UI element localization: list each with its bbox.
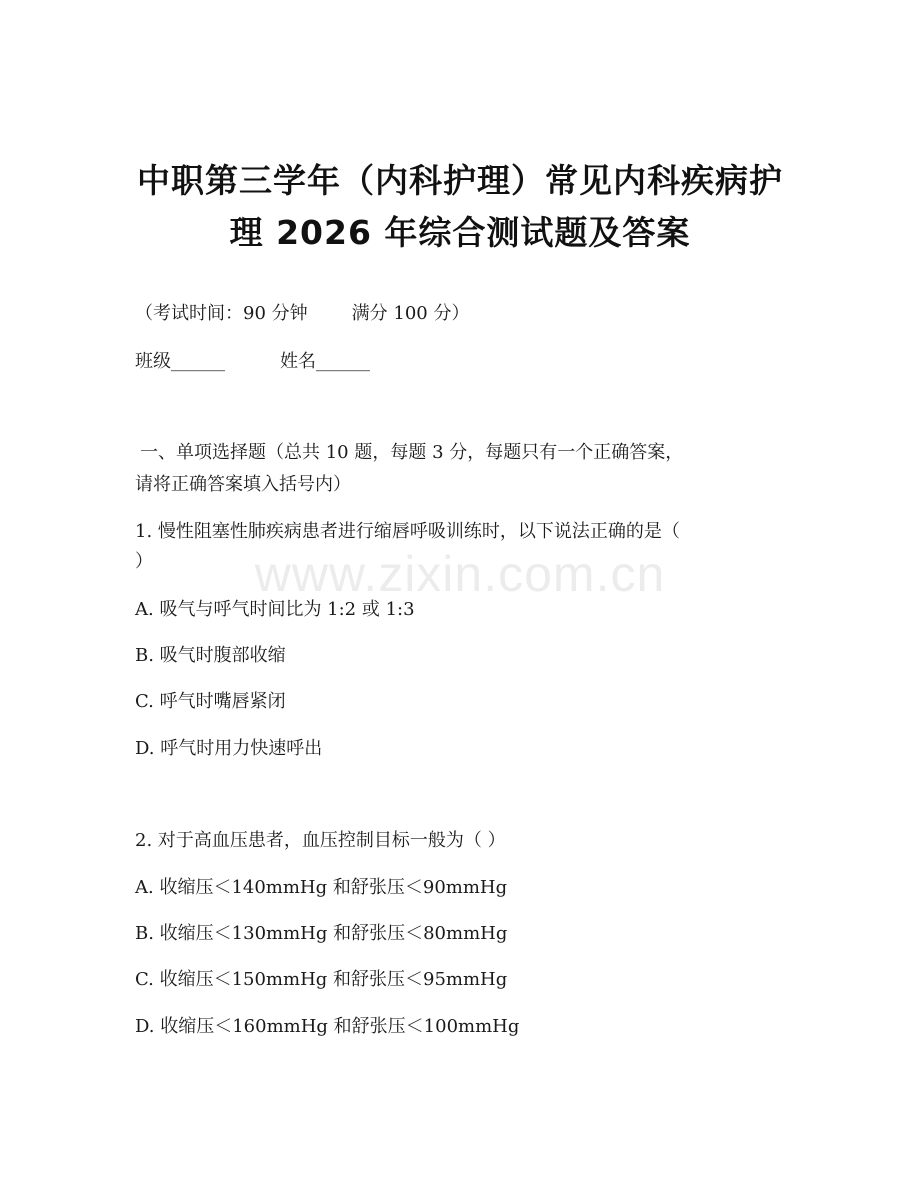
question-2-option-b: B. 收缩压＜130mmHg 和舒张压＜80mmHg [135,923,508,944]
section-heading-line-2: 请将正确答案填入括号内） [135,474,351,495]
document-title-line-2: 理 2026 年综合测试题及答案 [229,213,691,252]
question-2-option-c: C. 收缩压＜150mmHg 和舒张压＜95mmHg [135,969,508,990]
question-1-stem: 1. 慢性阻塞性肺疾病患者进行缩唇呼吸训练时，以下说法正确的是（ [135,521,680,542]
student-info [135,350,795,374]
exam-info [135,302,795,326]
section-heading-line-1: 一、单项选择题（总共 10 题，每题 3 分，每题只有一个正确答案， [140,442,684,463]
full-score: 满分 100 分） [351,303,470,324]
exam-time: （考试时间：90 分钟 [135,303,308,324]
question-1-option-c: C. 呼气时嘴唇紧闭 [135,691,286,712]
question-2-stem: 2. 对于高血压患者，血压控制目标一般为（ ） [135,830,506,851]
name-field: 姓名______ [280,351,370,372]
question-1-stem-continued: ） [135,551,153,572]
question-2-option-a: A. 收缩压＜140mmHg 和舒张压＜90mmHg [135,877,508,898]
watermark: www.zixin.com.cn [254,546,666,602]
document-title-line-1: 中职第三学年（内科护理）常见内科疾病护 [137,161,783,200]
question-2-option-d: D. 收缩压＜160mmHg 和舒张压＜100mmHg [135,1016,520,1037]
class-field: 班级______ [135,351,225,372]
question-1-option-b: B. 吸气时腹部收缩 [135,645,286,666]
question-1-option-d: D. 呼气时用力快速呼出 [135,738,323,759]
question-1-option-a: A. 吸气与呼气时间比为 1:2 或 1:3 [135,599,415,620]
